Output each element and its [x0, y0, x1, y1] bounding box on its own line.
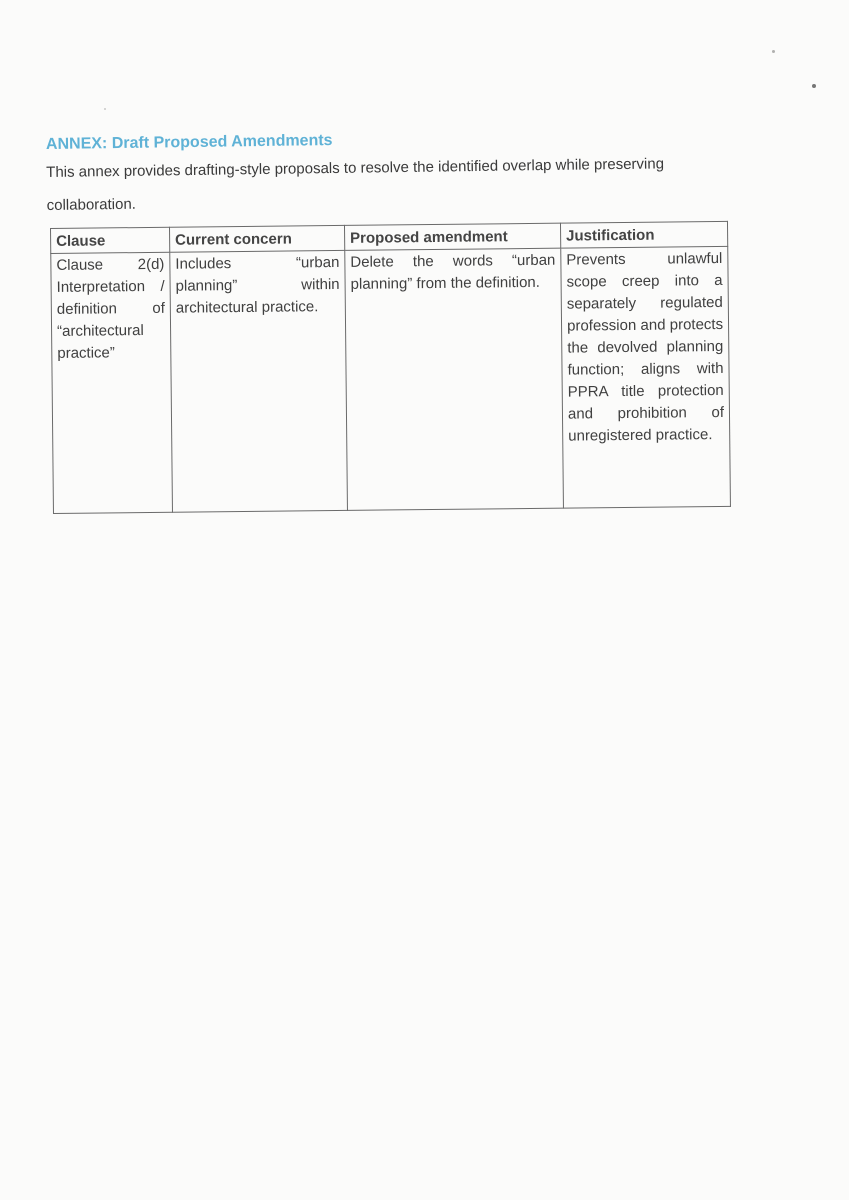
column-header-proposed-amendment: Proposed amendment: [344, 223, 560, 250]
column-header-current-concern: Current concern: [169, 225, 344, 252]
table-row: [51, 246, 731, 513]
scan-speck: [812, 84, 816, 88]
cell-proposed-amendment: Delete the words “urban planning” from the definition.: [345, 248, 564, 510]
cell-current-concern: Includes “urban planning” within architectural practice.: [170, 250, 348, 512]
scan-speck: [772, 50, 775, 53]
column-header-clause: Clause: [51, 227, 170, 253]
column-header-justification: Justification: [560, 221, 727, 248]
cell-justification: Prevents unlawful scope creep into a separately regulated profession and protects the devolved planning function; aligns with PPRA title protection and prohibition of unregistered practice.: [561, 246, 731, 508]
amendments-table-wrapper: [50, 221, 731, 514]
scan-speck: [104, 108, 106, 110]
annex-intro-text: This annex provides drafting-style proposals to resolve the identified overlap while preserving collaboration.: [46, 155, 665, 214]
annex-intro: [46, 146, 737, 222]
annex-title: ANNEX: Draft Proposed Amendments: [45, 131, 333, 153]
cell-clause: Clause 2(d) Interpretation / definition of “architectural practice”: [51, 252, 173, 513]
amendments-table: [50, 221, 731, 514]
